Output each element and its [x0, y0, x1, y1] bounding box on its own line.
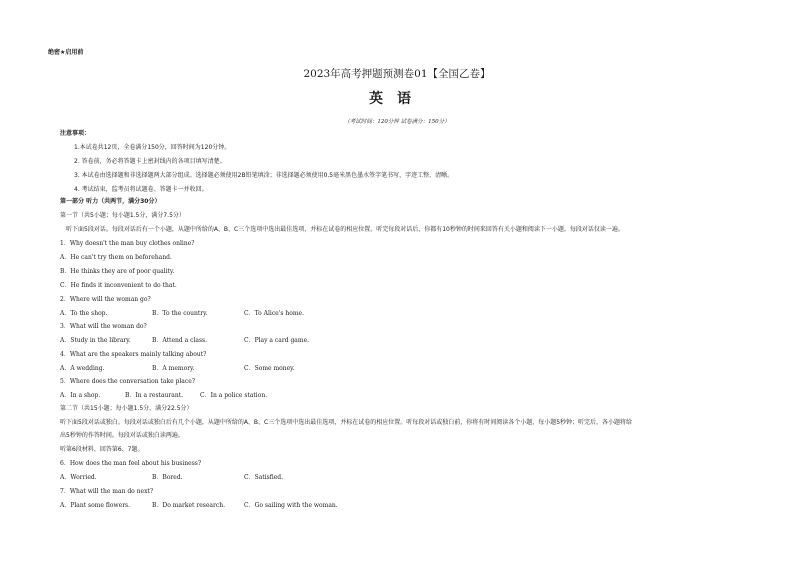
option-1a: A．He can't try them on beforehand. — [60, 254, 172, 261]
option-6b: B．Bored. — [152, 474, 183, 481]
part1-heading: 第一部分 听力（共两节，满分30分） — [60, 198, 161, 205]
note-item: 4. 考试结束，监考员将试题卷、答题卡一并收回。 — [74, 186, 208, 193]
section2-instructions-line2: 出5秒钟的作答时间。每段对话或独白读两遍。 — [60, 432, 184, 439]
question-7: 7．What will the man do next? — [60, 488, 154, 495]
section1-instructions: 听下面5段对话。每段对话后有一个小题，从题中所给的A、B、C三个选项中选出最佳选项，并标在试卷的相应位置。听完每段对话后，你都有10秒钟的时间来回答有关小题和阅读下一小题。每段对话仅读一遍。 — [66, 226, 624, 233]
option-2b: B．To the country. — [152, 310, 208, 317]
question-4: 4．What are the speakers mainly talking about? — [60, 351, 207, 358]
question-6: 6．How does the man feel about his business? — [60, 460, 202, 467]
option-1b: B．He thinks they are of poor quality. — [60, 268, 175, 275]
note-item: 3. 本试卷由选择题和非选择题两大部分组成。选择题必须使用2B铅笔填涂；非选择题必须使用0.5毫米黑色墨水签字笔书写，字迹工整、清晰。 — [74, 172, 454, 179]
note-item: 1.本试卷共12页，全卷满分150分，回答时间为120分钟。 — [74, 144, 231, 151]
exam-info: （考试时间：120分钟 试卷满分：150分） — [344, 119, 450, 125]
subject-title: 英语 — [369, 91, 425, 107]
question-3: 3．What will the woman do? — [60, 323, 147, 330]
section1-heading: 第一节（共5小题；每小题1.5分，满分7.5分） — [60, 212, 185, 219]
option-5b: B．In a restaurant. — [125, 392, 184, 399]
option-3b: B．Attend a class. — [152, 337, 208, 344]
option-1c: C．He finds it inconvenient to do that. — [60, 282, 177, 289]
option-2c: C．To Alice's home. — [244, 310, 304, 317]
note-item: 2. 答卷前，务必将答题卡上密封线内的各项目填写清楚。 — [74, 158, 226, 165]
option-4b: B．A memory. — [152, 365, 195, 372]
section2-heading: 第二节（共15小题；每小题1.5分，满分22.5分） — [60, 405, 193, 412]
secret-mark: 绝密★启用前 — [48, 49, 84, 56]
option-7c: C．Go sailing with the woman. — [244, 502, 338, 509]
question-2: 2．Where will the woman go? — [60, 296, 151, 303]
notes-heading: 注意事项： — [60, 130, 91, 137]
option-3a: A．Study in the library. — [60, 337, 131, 344]
option-3c: C．Play a card game. — [244, 337, 310, 344]
option-7a: A．Plant some flowers. — [60, 502, 131, 509]
option-6c: C．Satisfied. — [244, 474, 283, 481]
option-5c: C．In a police station. — [200, 392, 268, 399]
option-7b: B．Do market research. — [152, 502, 226, 509]
option-6a: A．Worried. — [60, 474, 97, 481]
material-6-note: 听第6段材料，回答第6、7题。 — [60, 446, 144, 453]
section2-instructions-line1: 听下面5段对话或独白。每段对话或独白后有几个小题，从题中所给的A、B、C三个选项中选出最佳选项，并标在试卷的相应位置。听每段对话或独白前，你将有时间阅读各个小题，每小题5秒钟；听完后，各小题将给 — [60, 419, 633, 426]
option-2a: A．To the shop. — [60, 310, 108, 317]
option-4c: C．Some money. — [244, 365, 295, 372]
option-4a: A．A wedding. — [60, 365, 105, 372]
question-1: 1．Why doesn't the man buy clothes online? — [60, 240, 195, 247]
question-5: 5．Where does the conversation take place? — [60, 378, 196, 385]
option-5a: A．In a shop. — [60, 392, 101, 399]
exam-title: 2023年高考押题预测卷01【全国乙卷】 — [303, 68, 491, 80]
